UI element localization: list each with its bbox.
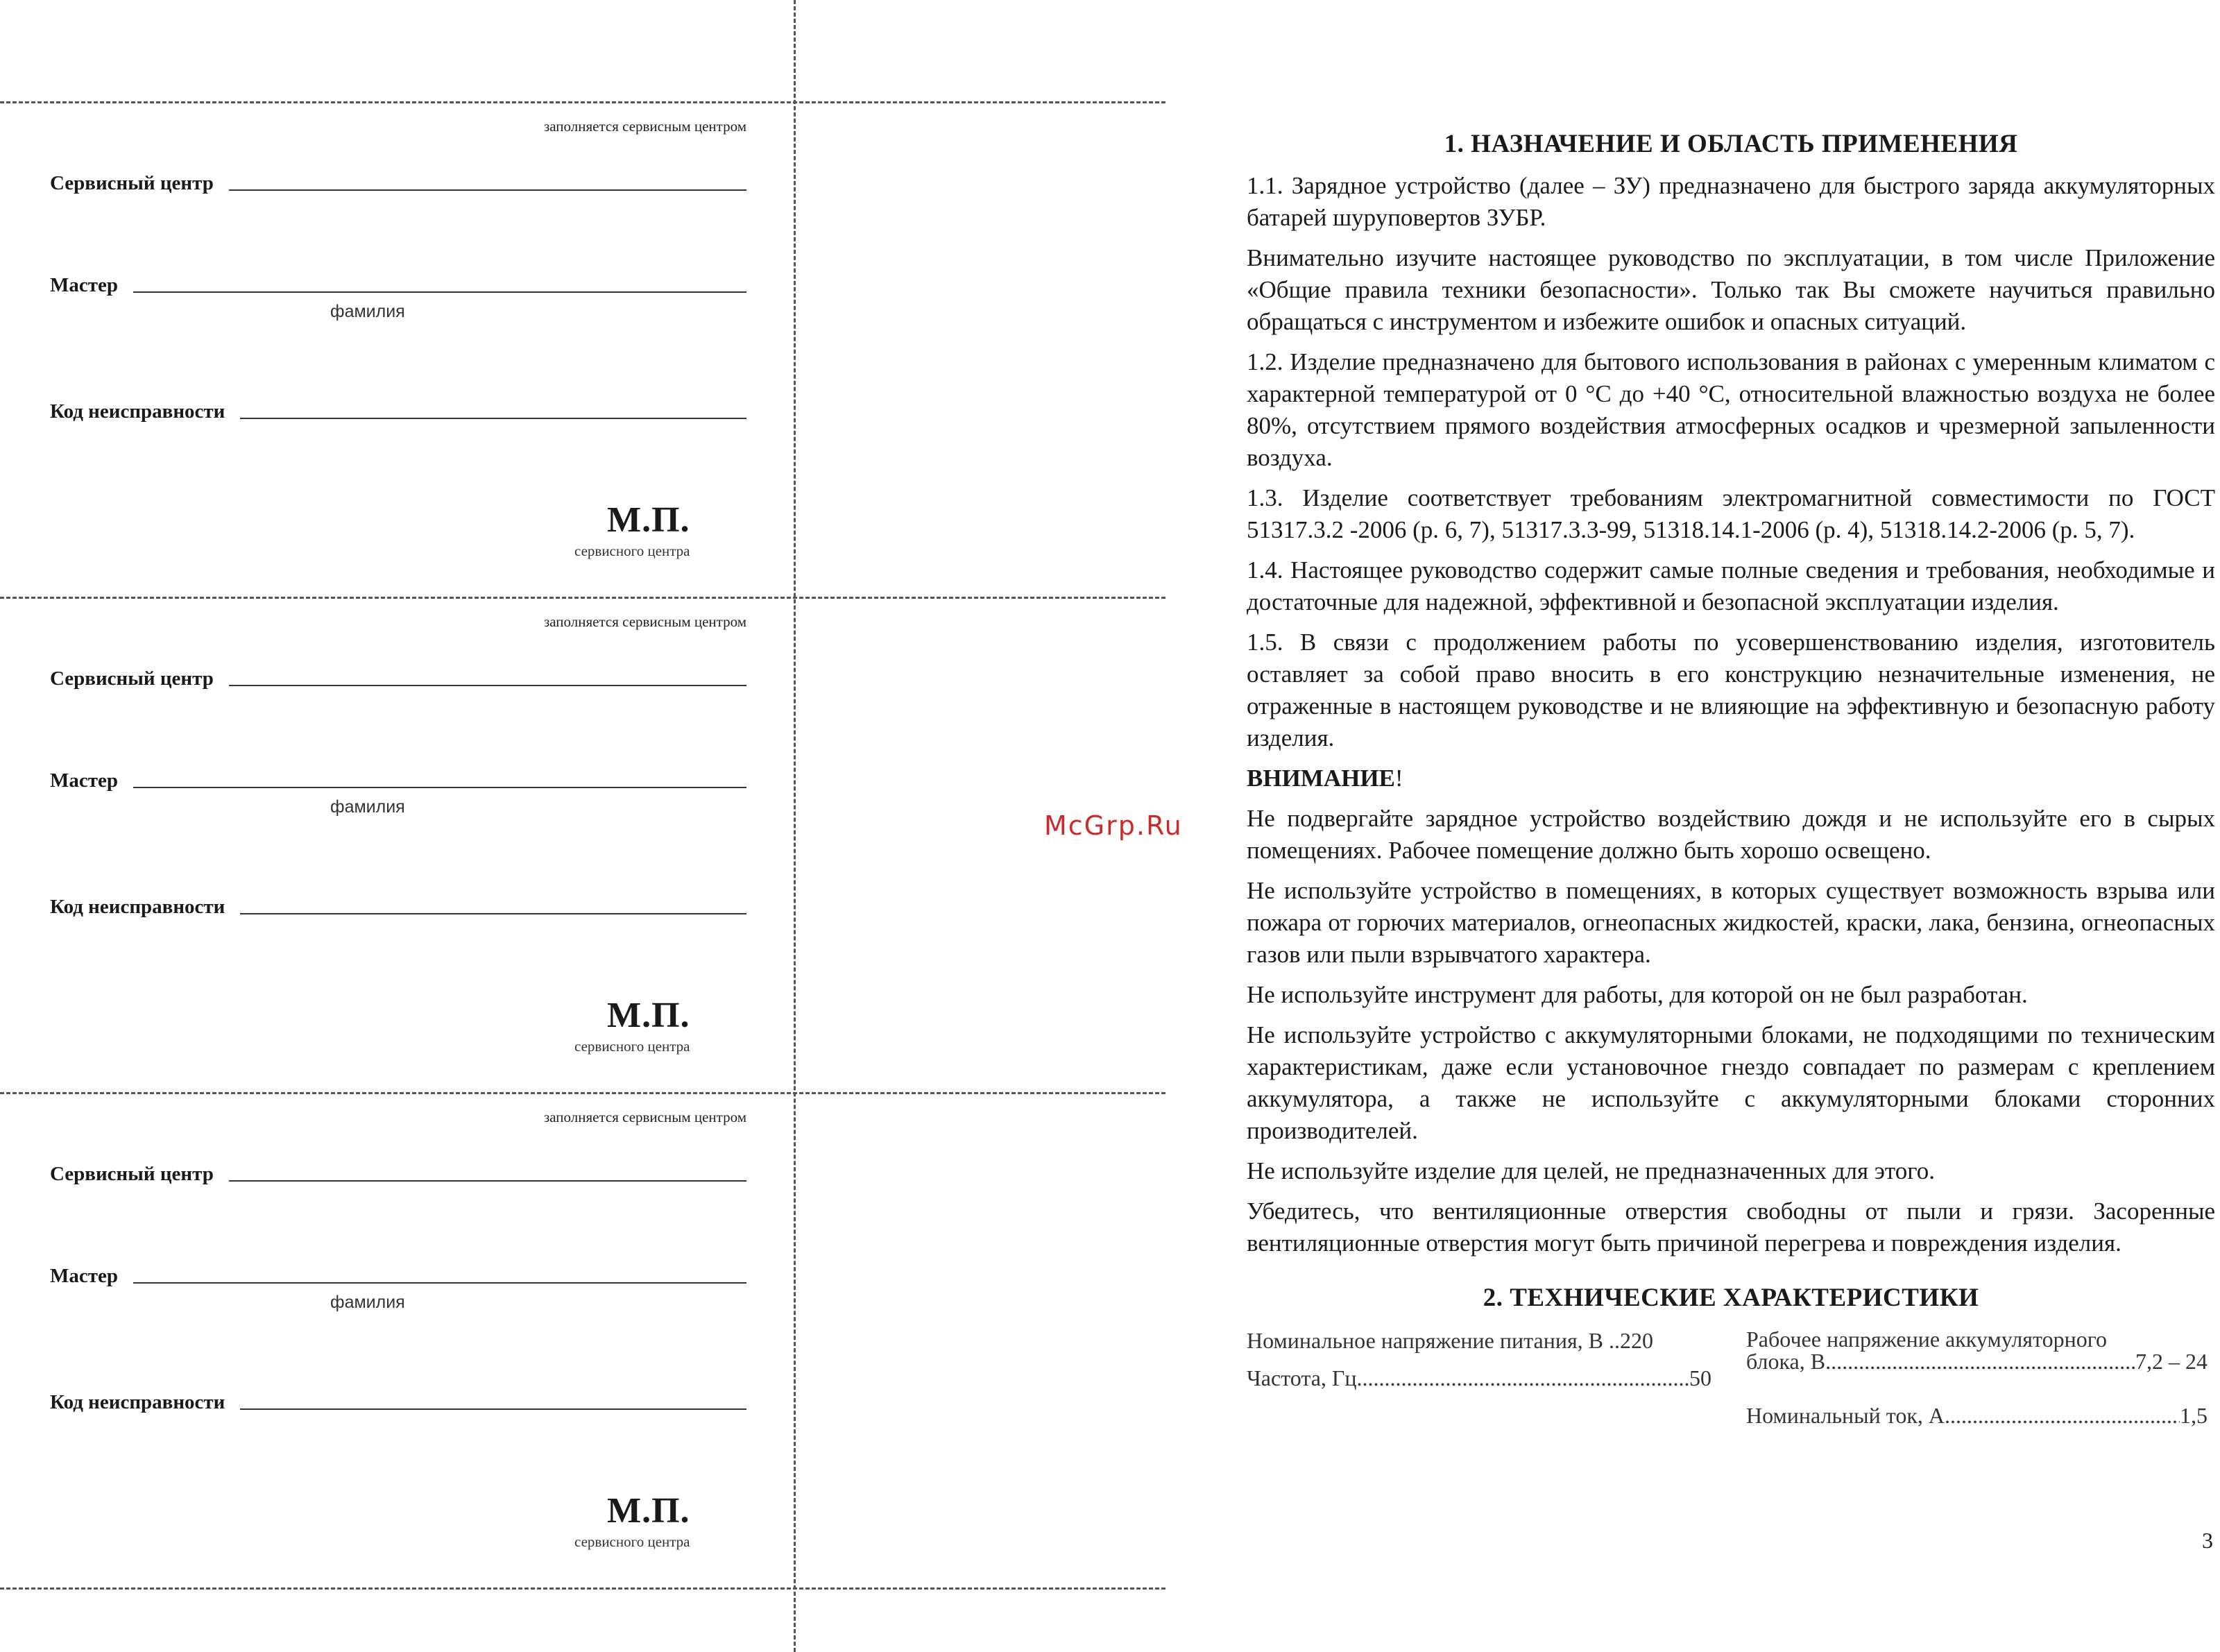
spec-label-line1: Рабочее напряжение аккумуляторного <box>1746 1327 2108 1352</box>
section-1-title: 1. НАЗНАЧЕНИЕ И ОБЛАСТЬ ПРИМЕНЕНИЯ <box>1444 130 2018 158</box>
fault-code-field[interactable] <box>50 400 746 423</box>
seal-caption: сервисного центра <box>574 1038 690 1055</box>
master-line[interactable] <box>133 291 746 293</box>
spec-label: блока, В <box>1746 1349 1826 1374</box>
fault-code-line[interactable] <box>240 1408 746 1410</box>
master-line[interactable] <box>133 1282 746 1284</box>
section-2-title: 2. ТЕХНИЧЕСКИЕ ХАРАКТЕРИСТИКИ <box>1483 1284 1979 1312</box>
surname-hint: фамилия <box>330 302 405 321</box>
paragraph-1-5: 1.5. В связи с продолжением работы по усовершенствованию изделия, изготовитель оставляет за собой право вносить в его конструкцию незначительные изменения, не отраженные в настоящем руководстве и не влияющие на эффективную и безопасную работу изделия. <box>1247 629 2215 751</box>
spec-leader <box>1945 1403 2180 1429</box>
spec-label: Частота, Гц <box>1247 1365 1357 1390</box>
warning-3: Не используйте инструмент для работы, для которой он не был разработан. <box>1247 981 2028 1008</box>
page-number: 3 <box>2202 1528 2213 1553</box>
fault-code-line[interactable] <box>240 418 746 419</box>
attention-word: ВНИМАНИЕ <box>1247 765 1395 792</box>
spec-label: Номинальное напряжение питания, В .. <box>1247 1328 1620 1353</box>
spec-value: 1,5 <box>2180 1403 2208 1428</box>
master-field[interactable] <box>50 1265 746 1288</box>
master-label: Мастер <box>50 769 118 792</box>
surname-hint: фамилия <box>330 797 405 817</box>
warning-2: Не используйте устройство в помещениях, в которых существует возможность взрыва или пожара от горючих материалов, огнеопасных жидкостей, краски, лака, бензина, огнеопасных газов или пыли взрывчатого характера. <box>1247 877 2215 968</box>
service-center-line[interactable] <box>229 1180 746 1182</box>
warning-4: Не используйте устройство с аккумуляторными блоками, не подходящими по техническим характеристикам, даже если установочное гнездо совпадает по размерам с креплением аккумулятора, а также не используйте с аккумуляторными блоками сторонних производителей. <box>1247 1021 2215 1144</box>
surname-hint: фамилия <box>330 1293 405 1312</box>
attention-mark: ! <box>1394 765 1403 792</box>
coupon-note: заполняется сервисным центром <box>543 1109 746 1125</box>
spec-leader <box>1825 1350 2135 1372</box>
paragraph-1-3: 1.3. Изделие соответствует требованиям электромагнитной совместимости по ГОСТ 51317.3.2 -2006 (р. 6, 7), 51317.3.3-99, 51318.14.1-2006 (р. 4), 51318.14.2-2006 (р. 5, 7). <box>1247 484 2215 543</box>
master-label: Мастер <box>50 274 118 296</box>
fault-code-field[interactable] <box>50 1391 746 1414</box>
service-coupon-3 <box>0 1093 791 1589</box>
service-center-field[interactable] <box>50 667 746 690</box>
service-center-field[interactable] <box>50 172 746 195</box>
fault-code-label: Код неисправности <box>50 400 225 423</box>
service-center-label: Сервисный центр <box>50 1163 214 1185</box>
vertical-cut-line <box>794 0 796 1652</box>
seal-caption: сервисного центра <box>574 1533 690 1550</box>
seal-caption: сервисного центра <box>574 543 690 559</box>
paragraph-1-2: 1.2. Изделие предназначено для бытового использования в районах с умеренным климатом с характерной температурой от 0 °С до +40 °С, относительной влажностью воздуха не более 80%, отсутствием прямого воздействия атмосферных осадков и чрезмерной запыленности воздуха. <box>1247 348 2215 471</box>
fault-code-field[interactable] <box>50 896 746 919</box>
seal-mark: М.П. <box>607 996 690 1035</box>
warning-6: Убедитесь, что вентиляционные отверстия свободны от пыли и грязи. Засоренные вентиляционные отверстия могут быть причиной перегрева и повреждения изделия. <box>1247 1198 2215 1257</box>
warning-1: Не подвергайте зарядное устройство воздействию дождя и не используйте его в сырых помещениях. Рабочее помещение должно быть хорошо освещено. <box>1247 805 2215 864</box>
master-field[interactable] <box>50 274 746 297</box>
coupon-note: заполняется сервисным центром <box>543 118 746 135</box>
master-label: Мастер <box>50 1265 118 1287</box>
spec-battery-voltage <box>1746 1328 2208 1372</box>
spec-value: 220 <box>1620 1328 1653 1353</box>
spec-leader <box>1357 1365 1689 1391</box>
fault-code-label: Код неисправности <box>50 1391 225 1413</box>
seal-mark: М.П. <box>607 1491 690 1531</box>
spec-voltage <box>1247 1328 1711 1354</box>
attention-heading <box>1247 763 2215 794</box>
spec-value: 7,2 – 24 <box>2135 1349 2208 1374</box>
seal-mark: М.П. <box>607 500 690 540</box>
spec-frequency <box>1247 1365 1711 1391</box>
master-field[interactable] <box>50 769 746 792</box>
paragraph-1-4: 1.4. Настоящее руководство содержит самые полные сведения и требования, необходимые и достаточные для надежной, эффективной и безопасной эксплуатации изделия. <box>1247 556 2215 615</box>
spec-value: 50 <box>1689 1365 1711 1390</box>
service-center-line[interactable] <box>229 189 746 191</box>
paragraph-intro: Внимательно изучите настоящее руководство по эксплуатации, в том числе Приложение «Общие правила техники безопасности». Только так Вы сможете научиться правильно обращаться с инструментом и избежите ошибок и опасных ситуаций. <box>1247 244 2215 335</box>
service-center-label: Сервисный центр <box>50 667 214 690</box>
master-line[interactable] <box>133 787 746 788</box>
fault-code-line[interactable] <box>240 913 746 914</box>
service-center-line[interactable] <box>229 685 746 686</box>
service-center-field[interactable] <box>50 1163 746 1186</box>
service-coupon-1 <box>0 103 791 598</box>
spec-table <box>1247 1328 2215 1439</box>
spec-line2 <box>1746 1350 2208 1372</box>
service-coupon-2 <box>0 598 791 1093</box>
service-center-label: Сервисный центр <box>50 172 214 194</box>
fault-code-label: Код неисправности <box>50 896 225 918</box>
paragraph-1-1: 1.1. Зарядное устройство (далее – ЗУ) предназначено для быстрого заряда аккумуляторных батарей шуруповертов ЗУБР. <box>1247 172 2215 231</box>
spec-current <box>1746 1403 2208 1429</box>
coupon-note: заполняется сервисным центром <box>543 613 746 630</box>
watermark: McGrp.Ru <box>1044 810 1183 841</box>
spec-label: Номинальный ток, А <box>1746 1403 1945 1428</box>
manual-page <box>1247 129 2215 1439</box>
warning-5: Не используйте изделие для целей, не предназначенных для этого. <box>1247 1157 1935 1184</box>
